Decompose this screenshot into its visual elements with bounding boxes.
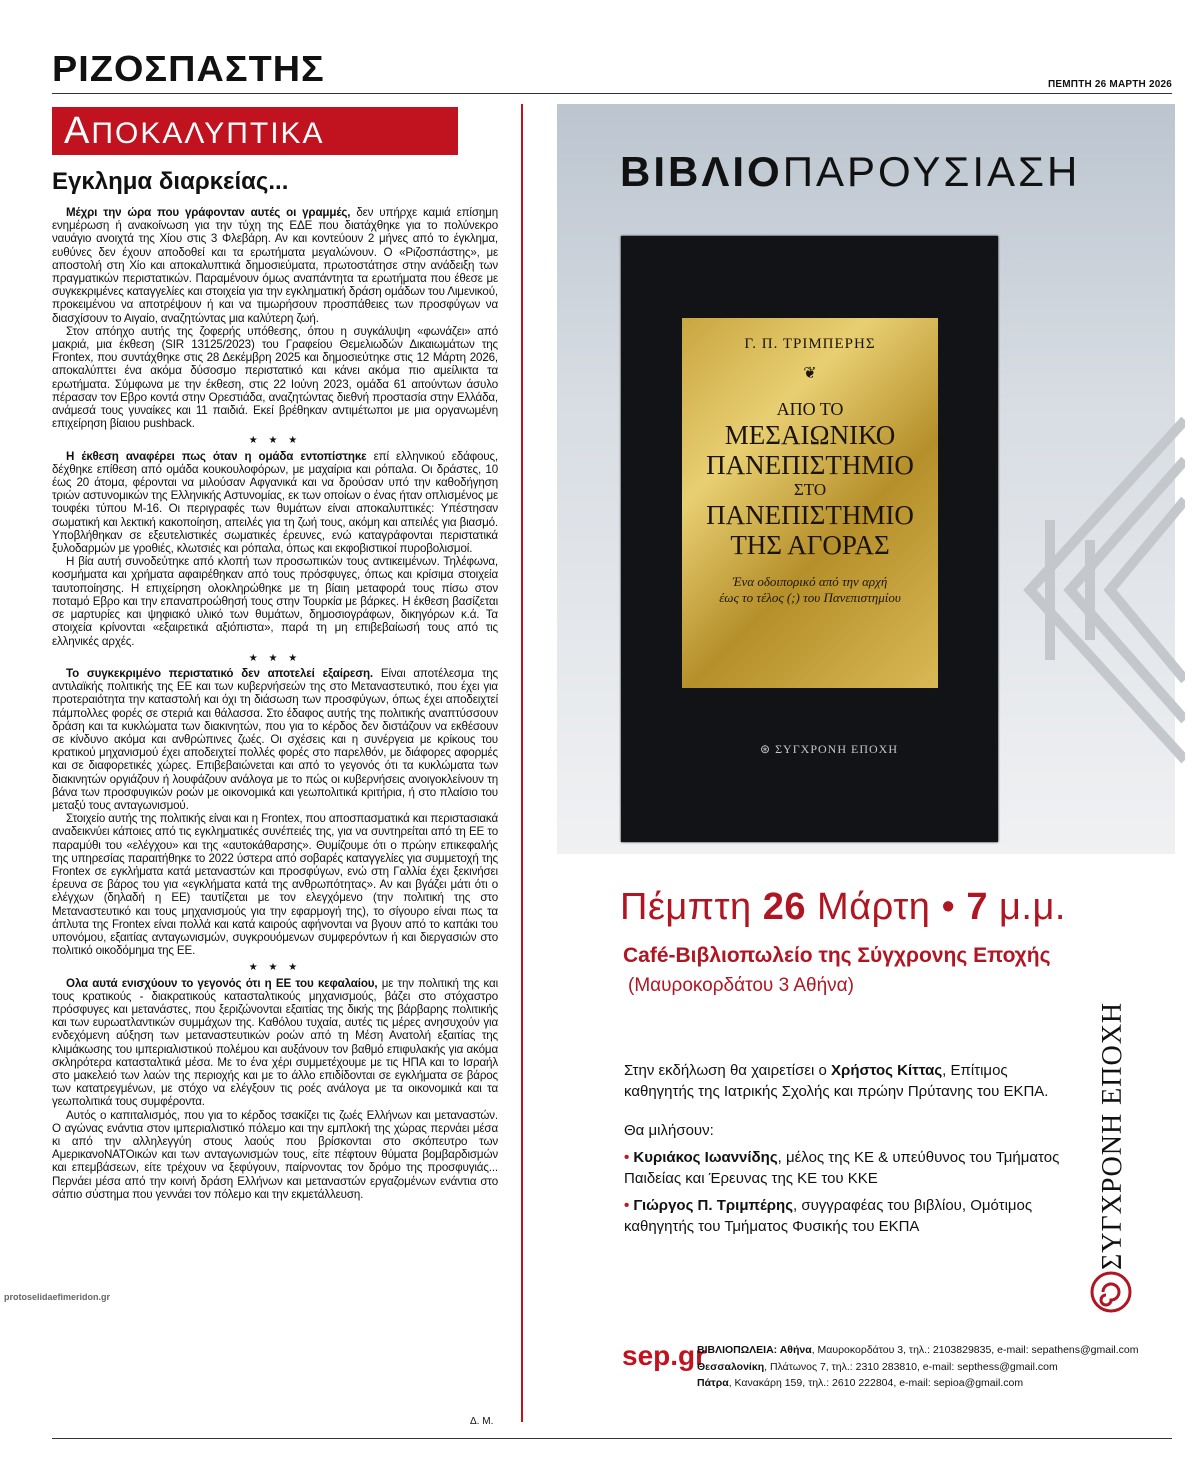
promo-title-bold: ΒΙΒΛΙΟ [620,148,783,195]
promo-title [620,148,1080,196]
article-body [52,206,498,1201]
speakers-label: Θα μιλήσουν: [624,1122,714,1139]
book-title-line: ΠΑΝΕΠΙΣΤΗΜΙΟ [706,500,914,530]
paragraph-text: Είναι αποτέλεσμα της αντιλαϊκής πολιτικής της ΕΕ και των κυβερνήσεών της στο Μεταναστευτικό, που έχει για προτεραιότητα την καταστολή και όχι τη διάσωση των προσφύγων, όπως έχει αποδειχτεί πάμπολλες φορές σε στεριά και θάλασσα. Στο έδαφος αυτής της πολιτικής αναπτύσσουν δράση και τα κυκλώματα των διακινητών, που για το κέρδος δεν διστάζουν να εκθέσουν σε κίνδυνο ακόμα και ανθρώπινες ζωές. Οι σχέσεις και η συνέργεια με κρίκους του κρατικού μηχανισμού έχει αποδειχτεί πολλές φορές στο παρελθόν, με διάφορες αφορμές και σε διαφορετικές χώρες. Επιβεβαιώνεται και από το γεγονός ότι τα κυκλώματα των διακινητών οργιάζουν ή λουφάζουν ανάλογα με το πώς οι κυβερνήσεις ανοιγοκλείνουν τη βάνα των προσφυγικών ροών με οικονομικά και γεωπολιτικά κριτήρια, ή στο πλαίσιο του μεταξύ τους ανταγωνισμού. [52,666,498,812]
book-subtitle: Ένα οδοιπορικό από την αρχή έως το τέλος (;) του Πανεπιστημίου [719,574,901,605]
book-title-line: ΑΠΟ ΤΟ [776,399,844,419]
event-datetime: Πέμπτη 26 Μάρτη • 7 μ.μ. [620,886,1066,928]
greeting-text: Στην εκδήλωση θα χαιρετίσει ο Χρήστος Κίττας, Επίτιμος καθηγητής της Ιατρικής Σχολής και πρώην Πρύτανης του ΕΚΠΑ. [624,1062,1049,1100]
publisher-spiral-icon [1089,1270,1133,1314]
paragraph [52,667,498,812]
book-title-plate [682,318,938,688]
watermark: protoselidaefimeridon.gr [4,1292,111,1302]
ornament-icon: ❦ [803,365,817,382]
paragraph-lead: Η έκθεση αναφέρει πως όταν η ομάδα εντοπίστηκε [66,449,367,463]
paragraph: Αυτός ο καπιταλισμός, που για το κέρδος τσακίζει τις ζωές Ελλήνων και μεταναστών. Ο αγώνας ενάντια στον ιμπεριαλιστικό πόλεμο και την εμπλοκή της χώρας περνάει μέσα κι από την αλληλεγγύη στους λαούς που βρίσκονται στο σκόπευτρο των ΑμερικανοΝΑΤΟικών και των ανταγωνισμών τους, είτε πέφτουν θύματα βομβαρδισμών και επεμβάσεων, είτε τρέχουν να ξεφύγουν, παίρνοντας τον δρόμο της προσφυγιάς... Περνάει μέσα από την κοινή δράση Ελλήνων και μεταναστών εργαζομένων ενάντια στο σάπιο σύστημα που γεννάει τον πόλεμο και την εκμετάλλευση. [52,1108,498,1201]
paragraph [52,450,498,556]
section-label: ΑΠΟΚΑΛΥΠΤΙΚΑ [52,107,458,155]
paragraph-text: επί ελληνικού εδάφους, δέχθηκε επίθεση από ομάδα κουκουλοφόρων, με μαχαίρια και ρόπαλα. Οι δράστες, 10 έως 20 άτομα, φέρονται να μιλούσαν Αφγανικά και να δρούσαν υπό την καθοδήγηση τριών αστυνομικών της Ελληνικής Αστυνομίας, εκ των οποίων ο ένας ήταν οπλισμένος με τουφέκι τύπου Μ-16. Οι περιγραφές των θυμάτων είναι αποκαλυπτικές: Υπέστησαν σωματική και λεκτική κακοποίηση, απειλές για τη ζωή τους, ακόμη και απειλές για βιασμό. Υποβλήθηκαν σε εξευτελιστικές σωματικές έρευνες, ενώ καταγράφονται περιστατικά ξυλοδαρμών με γροθιές, κλωτσιές και ρόπαλα, όπως και εκφοβιστικοί πυροβολισμοί. [52,449,498,556]
paragraph-text: δεν υπήρχε καμιά επίσημη ενημέρωση ή ανακοίνωση για την τύχη της ΕΔΕ που διατάχθηκε για το πολύνεκρο ναυάγιο ανοιχτά της Χίου στις 3 Φλεβάρη. Αν και κοντεύουν 2 μήνες από το έγκλημα, ευθύνες δεν έχουν αποδοθεί και τα ερωτήματα μεγαλώνουν. Ο «Ριζοσπάστης», με αποστολή στη Χίο και αποκαλυπτικά δημοσιεύματα, πρωτοστάτησε στην ανάδειξη των πραγματικών περιστατικών. Παραμένουν όμως αναπάντητα τα ερωτήματα που έθεσε με συγκεκριμένες καταγγελίες και στοιχεία για την εγκληματική δράση ομάδων του Λιμενικού, προκειμένου να αποτρέψουν ή και να τιμωρήσουν προσπάθειες των προσφύγων να διασχίσουν το Αιγαίο, αναζητώντας μια καλύτερη ζωή. [52,206,498,325]
paragraph: Στον απόηχο αυτής της ζοφερής υπόθεσης, όπου η συγκάλυψη «φωνάζει» από μακριά, μια έκθεση (SIR 13125/2023) του Γραφείου Θεμελιωδών Δικαιωμάτων της Frontex, που συντάχθηκε στις 28 Δεκέμβρη 2025 και δημοσιεύτηκε στις 12 Μάρτη 2026, αποκαλύπτει ένα ακόμα δύσοσμο περιστατικό και κάνει ακόμα πιο αμείλικτα τα ερωτήματα. Σύμφωνα με την έκθεση, στις 22 Ιούνη 2023, ομάδα 61 αιτούντων άσυλο πέρασαν τον Εβρο κοντά στην Ορεστιάδα, αναζητώντας διεθνή προστασία στην Ελλάδα, ανάμεσά τους γυναίκες και 11 παιδιά. Εκεί βρέθηκαν αντιμέτωποι με μια οργανωμένη επιχείρηση βίαιου pushback. [52,324,498,431]
book-title-line: ΜΕΣΑΙΩΝΙΚΟ [724,420,896,450]
author-initials: Δ. Μ. [470,1416,494,1427]
section-separator: ★ ★ ★ [248,962,302,974]
paragraph [52,206,498,325]
site-link[interactable]: sep.gr [622,1340,707,1371]
header-rule [52,93,1172,94]
column-divider [521,104,523,1422]
promo-title-rest: ΠΑΡΟΥΣΙΑΣΗ [782,148,1081,195]
paragraph: Η βία αυτή συνοδεύτηκε από κλοπή των προσωπικών τους αντικειμένων. Τηλέφωνα, κοσμήματα και χρήματα αφαιρέθηκαν από τους πρόσφυγες, όπως και κρίσιμα στοιχεία ταυτοποίησης. Η επιχείρηση ολοκληρώθηκε με τη βίαιη μεταφορά τους πίσω στον ποταμό Εβρο και την επαναπροώθησή τους στην Τουρκία με βάρκες. Η έκθεση βασίζεται σε μαρτυρίες και ψηφιακό υλικό των θυμάτων, δημοσιογράφων, δικηγόρων κ.ά. Τα στοιχεία κρίνονται «εξαιρετικά αξιόπιστα», παρά τη μη επιβεβαίωσή τους από τις ελληνικές αρχές. [52,555,498,648]
book-author: Γ. Π. ΤΡΙΜΠΕΡΗΣ [744,336,876,352]
paragraph-lead: Μέχρι την ώρα που γράφονταν αυτές οι γραμμές, [66,206,351,219]
section-separator: ★ ★ ★ [248,435,302,447]
paragraph-text: με την πολιτική της και τους κρατικούς - διακρατικούς κατασταλτικούς μηχανισμούς, βάζει στο στόχαστρο πρόσφυγες και μετανάστες, που ξεριζώνονται εξαιτίας της δικής της βάρβαρης πολιτικής και των ευρωατλαντικών συμμάχων της. Καθόλου τυχαία, αυτές τις μέρες ανησυχούν για ενδεχόμενη αύξηση των μεταναστευτικών ροών από τη Μέση Ανατολή εξαιτίας της κλιμάκωσης του ιμπεριαλιστικού πολέμου και αυξάνουν τον βαθμό επιφυλακής για ακόμα σκληρότερα κατασταλτικά μέσα. Με το ένα χέρι συμμετέχουμε με τις ΗΠΑ και το Ισραήλ στο μακελειό των λαών της περιοχής και με το άλλο επιδίδονται σε εγκλήματα σε βάρος των κατατρεγμένων, με στόχο να ελέγξουν τις ροές ανάλογα με τα οικονομικά και τα γεωπολιτικά τους συμφέροντα. [52,976,498,1109]
decorative-pattern-icon [1010,400,1185,780]
issue-date: ΠΕΜΠΤΗ 26 ΜΑΡΤΗ 2026 [1047,79,1172,90]
article-headline: Εγκλημα διαρκείας... [52,168,289,195]
publisher-vertical-logo: ΣΥΓΧΡΟΝΗ ΕΠΟΧΗ [1097,1001,1128,1270]
book-title-line: ΣΤΟ [793,480,827,499]
bookshops-info: ΒΙΒΛΙΟΠΩΛΕΙΑ: Αθήνα, Μαυροκορδάτου 3, τηλ.: 2103829835, e-mail: sepathens@gmail.com Θεσσαλονίκη, Πλάτωνος 7, τηλ.: 2310 283810, e-mail: septhess@gmail.com Πάτρα, Κανακάρη 159, τηλ.: 2610 222804, e-mail: sepioa@gmail.com [697,1344,1139,1389]
section-separator: ★ ★ ★ [248,652,302,664]
book-title-line: ΤΗΣ ΑΓΟΡΑΣ [730,530,890,560]
speaker-item: • Κυριάκος Ιωαννίδης, μέλος της ΚΕ & υπεύθυνος του Τμήματος Παιδείας και Έρευνας της ΚΕ του ΚΚΕ [624,1149,1060,1187]
event-info [624,1060,1064,1243]
paragraph [52,977,498,1109]
book-publisher: ⊛ ΣΥΓΧΡΟΝΗ ΕΠΟΧΗ [760,742,898,756]
paragraph-lead: Ολα αυτά ενισχύουν το γεγονός ότι η ΕΕ του κεφαλαίου, [66,976,378,990]
footer-rule [52,1438,1172,1439]
book-title-line: ΠΑΝΕΠΙΣΤΗΜΙΟ [706,450,914,480]
event-venue: Café-Βιβλιοπωλείο της Σύγχρονης Εποχής [623,944,1051,967]
paragraph-lead: Το συγκεκριμένο περιστατικό δεν αποτελεί εξαίρεση. [66,666,373,680]
event-address: (Μαυροκορδάτου 3 Αθήνα) [628,975,854,996]
speaker-item: • Γιώργος Π. Τριμπέρης, συγγραφέας του βιβλίου, Ομότιμος καθηγητής του Τμήματος Φυσικής του ΕΚΠΑ [624,1197,1033,1235]
paragraph: Στοιχείο αυτής της πολιτικής είναι και η Frontex, που αποσπασματικά και περιστασιακά αναδεικνύει κάποιες από τις εγκληματικές συνέπειές της, για να συντηρείται από τη ΕΕ το παραμύθι του «ελέγχου» και της «αυτοκάθαρσης». Θυμίζουμε ότι ο πρώην επικεφαλής της υπηρεσίας παραιτήθηκε το 2022 ύστερα από σοβαρές καταγγελίες για συμμετοχή της Frontex σε εγκλήματα κατά μεταναστών και προσφύγων, ενώ στη Γαλλία έχει ξεκινήσει έρευνα σε βάρος του για «εγκλήματα κατά της ανθρωπότητας». Αν και βγάζει μάτι ότι ο ελέγχων (δηλαδή η ΕΕ) ταυτίζεται με τον ελεγχόμενο (την πολιτική της στο Μεταναστευτικό και τους μηχανισμούς για την εφαρμογή της), το σίγουρο είναι πως τα άπλυτα της Frontex είναι πολλά και κατά καιρούς αφήνονται να βγουν από το καπάκι του υπονόμου, εξαιτίας ανταγωνισμών, συγκρουόμενων συμφερόντων ή και διεργασιών στο πολιτικό οικοδόμημα της ΕΕ. [52,812,498,958]
masthead-logo: ΡΙΖΟΣΠΑΣΤΗΣ [52,48,325,89]
